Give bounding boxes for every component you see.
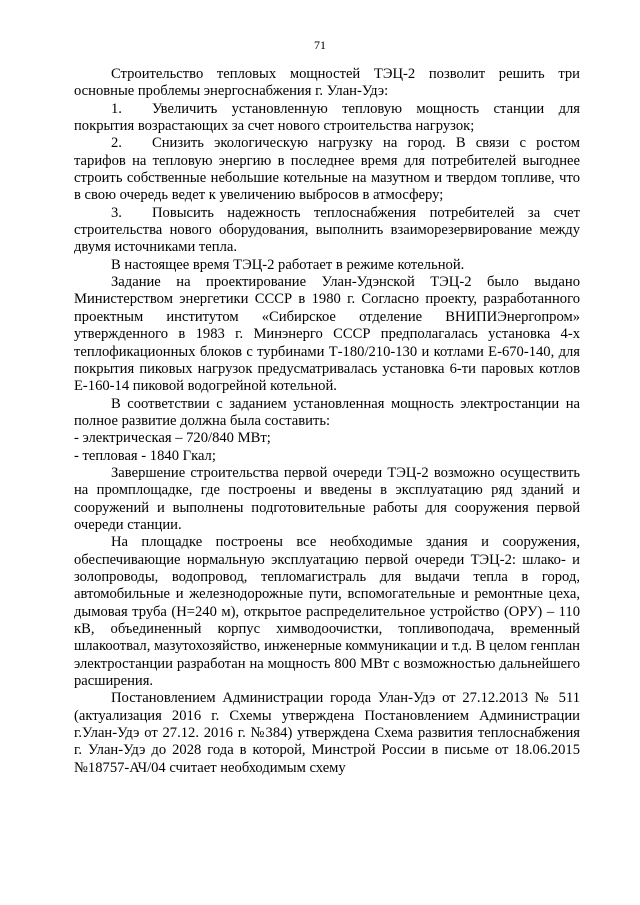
list-item (74, 101, 580, 136)
document-body (74, 66, 580, 777)
list-item-text: Увеличить установленную тепловую мощность станции для покрытия возрастающих за счет нового строительства нагрузок; (74, 100, 580, 135)
page-number: 71 (314, 38, 326, 52)
list-item-number: 1. (111, 100, 122, 117)
paragraph-intro: Строительство тепловых мощностей ТЭЦ-2 позволит решить три основные проблемы энергоснабжения г. Улан-Удэ: (74, 66, 580, 100)
list-item-text: Повысить надежность теплоснабжения потребителей за счет строительства нового оборудования, выполнить взаиморезервирование между двумя источниками тепла. (74, 204, 580, 256)
paragraph-completion: Завершение строительства первой очереди ТЭЦ-2 возможно осуществить на промплощадке, где построены и введены в эксплуатацию ряд зданий и сооружений и выполнены подготовительные работы для сооружения первой очереди станции. (74, 464, 580, 533)
paragraph-site: На площадке построены все необходимые здания и сооружения, обеспечивающие нормальную эксплуатацию первой очереди ТЭЦ-2: шлако- и золопроводы, водопровод, тепломагистраль для выдачи тепла в город, автомобильные и железнодорожные пути, вспомогательные и ремонтные цеха, дымовая труба (Н=240 м), открытое распределительное устройство (ОРУ) – 110 кВ, объединенный корпус химводоочистки, топливоподача, временный шлакоотвал, мазутохозяйство, инженерные коммуникации и т.д. В целом генплан электростанции разработан на мощность 800 МВт с возможностью дальнейшего расширения. (74, 534, 580, 690)
list-item-number: 3. (111, 204, 122, 221)
paragraph-resolution: Постановлением Администрации города Улан-Удэ от 27.12.2013 № 511 (актуализация 2016 г. Схемы утверждена Постановлением Администрации г.Улан-Удэ от 27.12. 2016 г. №384) утверждена Схема развития теплоснабжения г. Улан-Удэ до 2028 года в которой, Минстрой России в письме от 18.06.2015 №18757-АЧ/04 считает необходимым схему (74, 690, 580, 776)
paragraph-capacity: В соответствии с заданием установленная мощность электростанции на полное развитие должна была составить: (74, 395, 580, 429)
list-item (74, 135, 580, 204)
list-item-number: 2. (111, 135, 122, 152)
paragraph-design-task: Задание на проектирование Улан-Удэнской ТЭЦ-2 было выдано Министерством энергетики СССР в 1980 г. Согласно проекту, разработанного проектным институтом «Сибирское отделение ВНИПИЭнергопром» утвержденного в 1983 г. Минэнерго СССР предполагалась установка 4-х теплофикационных блоков с турбинами Т-180/210-130 и котлами Е-670-140, для покрытия пиковых нагрузок предусматривалась установка 6-ти паровых котлов Е-160-14 пиковой водогрейной котельной. (74, 274, 580, 395)
list-item (74, 205, 580, 257)
dash-item-thermal: - тепловая - 1840 Гкал; (74, 447, 216, 464)
dash-item-electric: - электрическая – 720/840 МВт; (74, 430, 271, 447)
list-item-text: Снизить экологическую нагрузку на город. В связи с ростом тарифов на тепловую энергию в последнее время для потребителей выгоднее строить собственные небольшие котельные на мазутном и твердом топливе, что в свою очередь ведет к увеличению выбросов в атмосферу; (74, 135, 580, 204)
paragraph-current-mode: В настоящее время ТЭЦ-2 работает в режиме котельной. (111, 256, 465, 273)
